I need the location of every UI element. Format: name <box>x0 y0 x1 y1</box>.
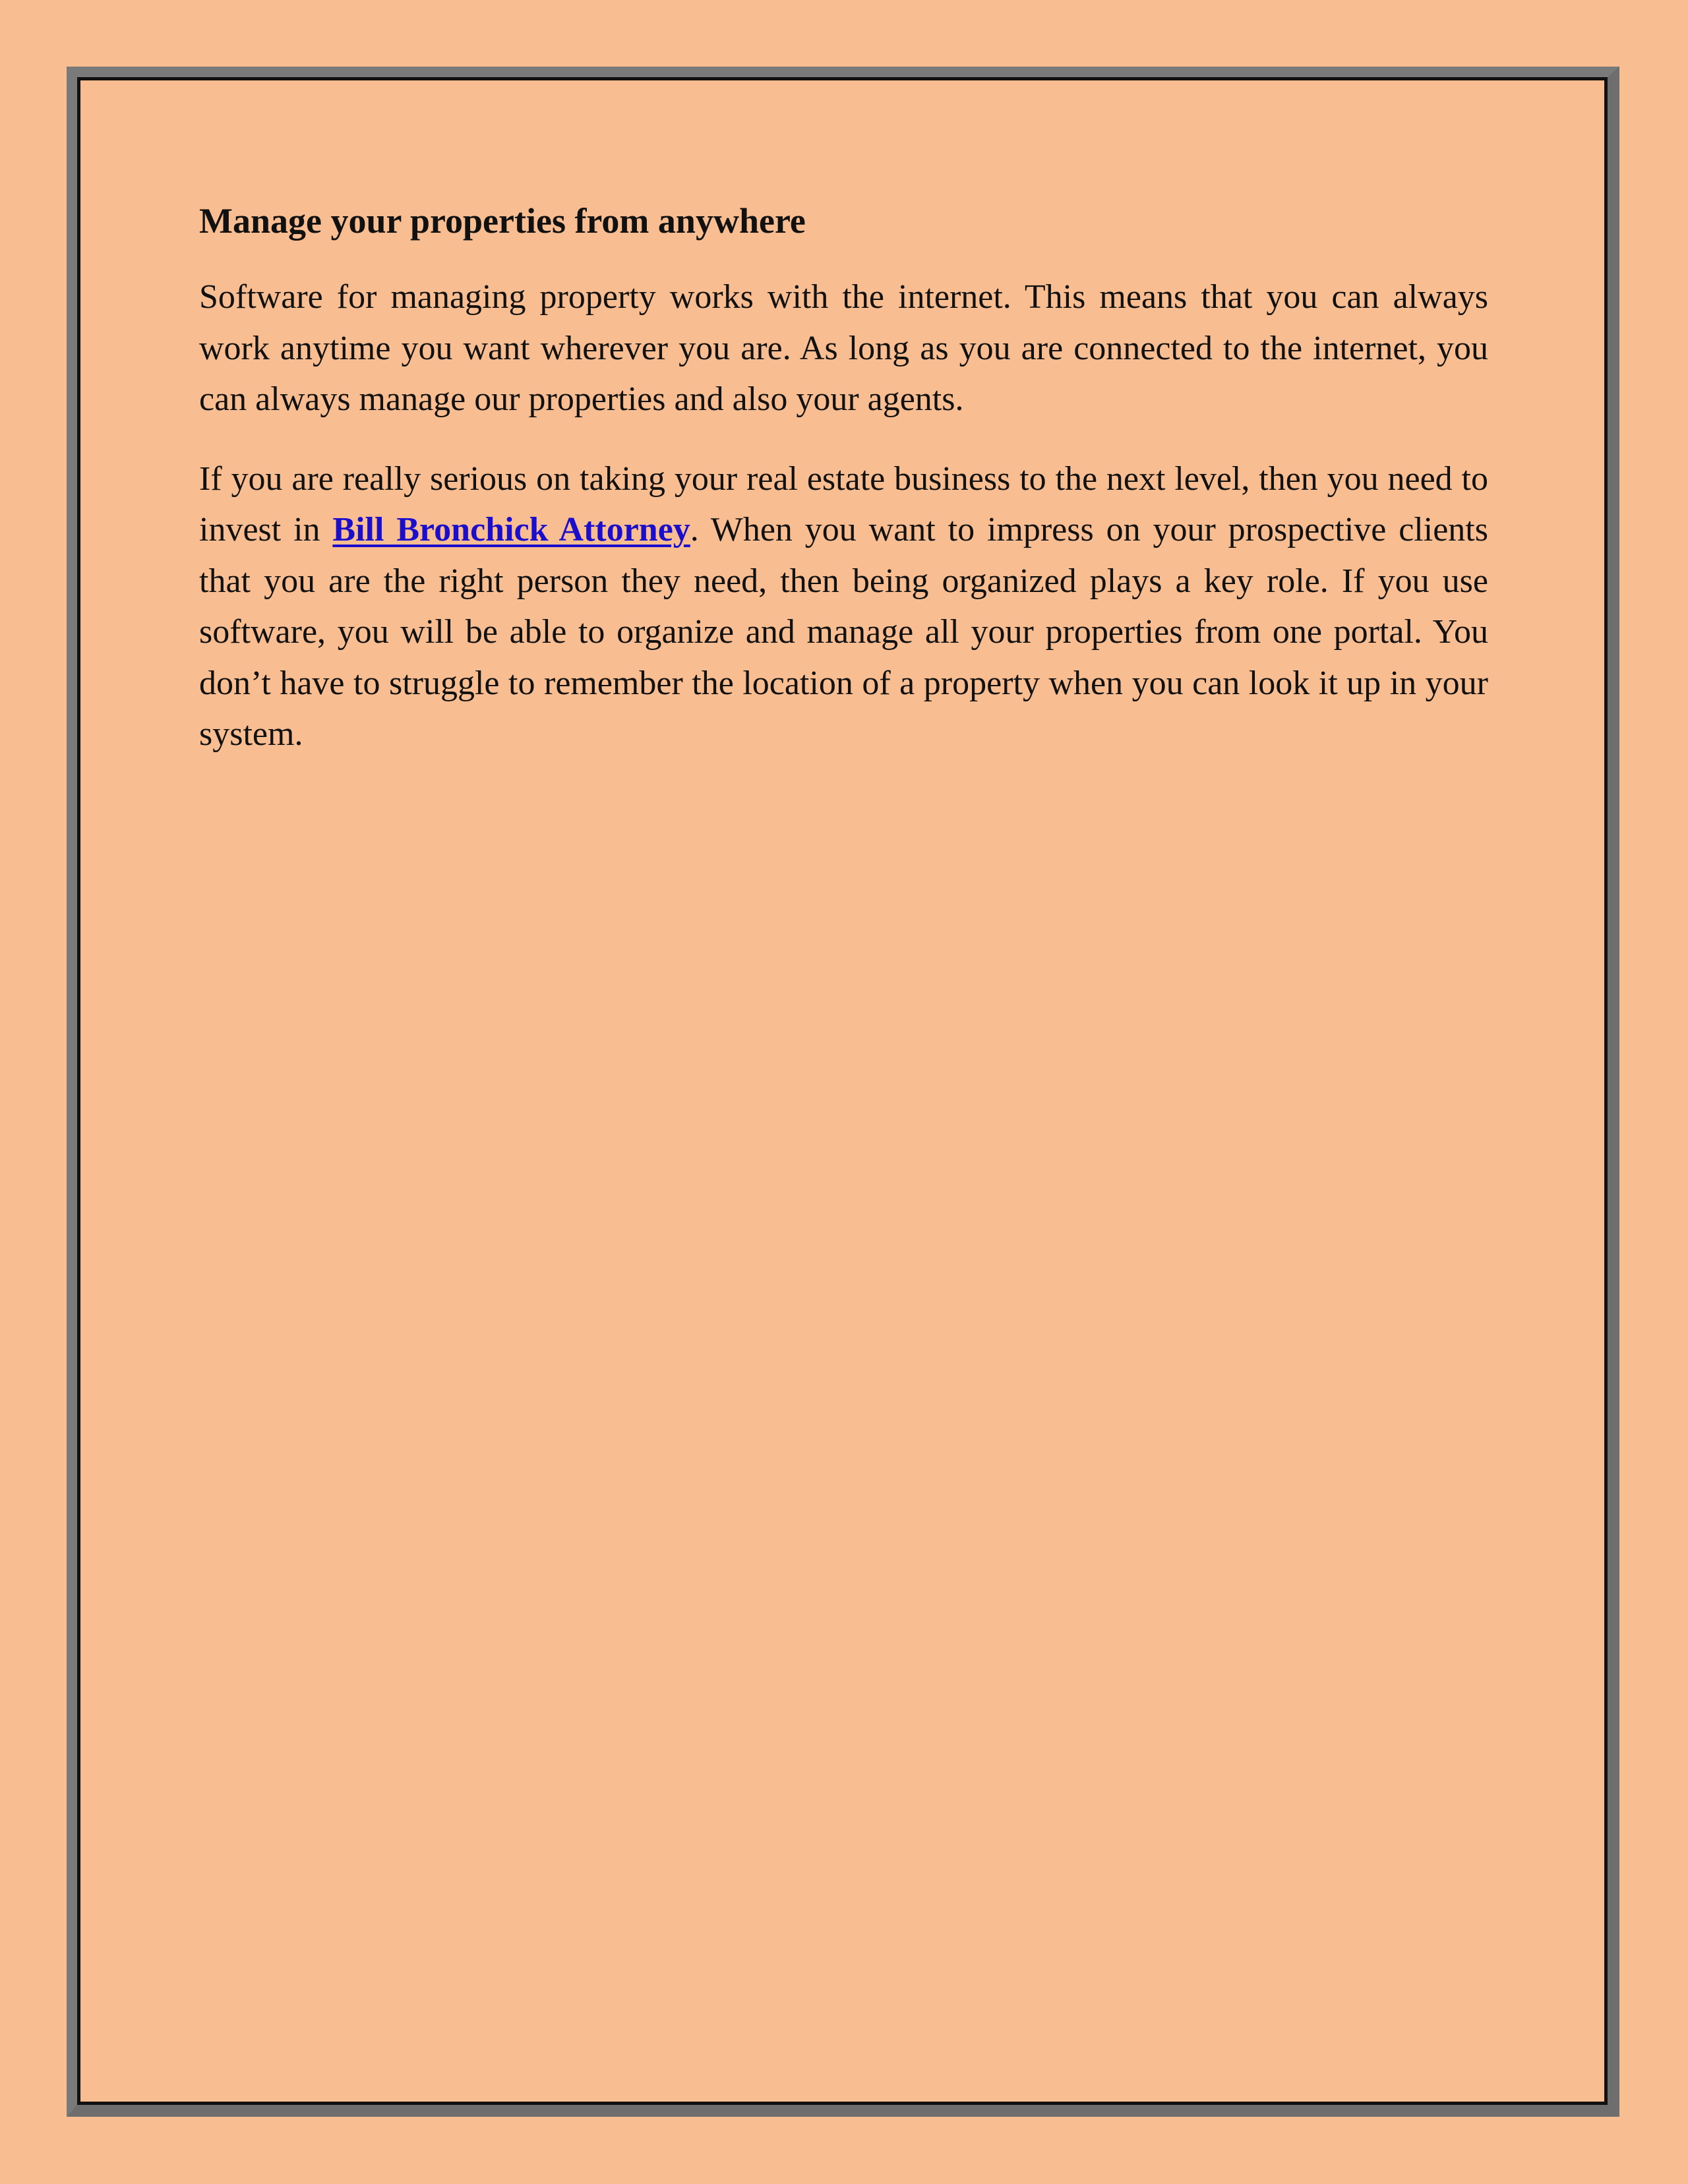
paragraph-2-after-link: . When you want to impress on your prospective clients that you are the right person they need, then being organized plays a key role. If you use software, you will be able to organize and manage all your properties from one portal. You don’t have to struggle to remember the location of a property when you can look it up in your system. <box>199 511 1488 753</box>
document-content <box>199 198 1488 788</box>
paragraph-2 <box>199 454 1488 760</box>
bill-bronchick-attorney-link[interactable]: Bill Bronchick Attorney <box>332 511 690 548</box>
paragraph-1: Software for managing property works with the internet. This means that you can always work anytime you want wherever you are. As long as you are connected to the internet, you can always manage our properties and also your agents. <box>199 278 1488 418</box>
section-heading: Manage your properties from anywhere <box>199 201 806 241</box>
paragraph-2-before-link: If you are really serious on taking your real estate business to the next level, then you need to invest in <box>199 459 1488 548</box>
